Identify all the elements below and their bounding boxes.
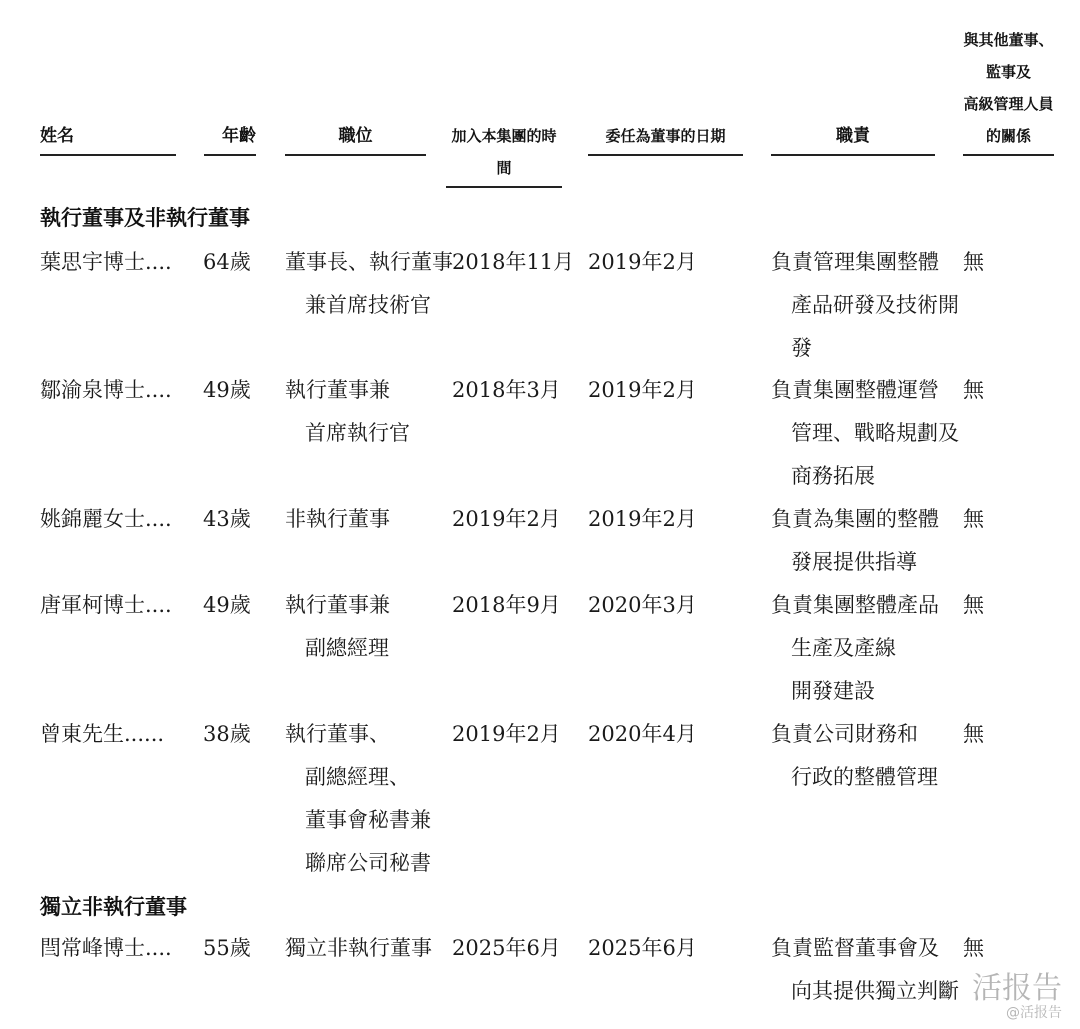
director-duty [771, 713, 938, 799]
position-line: 獨立非執行董事 [285, 936, 432, 960]
director-name: 唐軍柯博士.... [40, 593, 172, 617]
appoint-date: 2020年3月 [588, 593, 697, 617]
header-appoint-date: 委任為董事的日期 [588, 120, 743, 156]
position-line: 兼首席技術官 [305, 293, 431, 317]
appoint-date: 2019年2月 [588, 250, 697, 274]
duty-line: 向其提供獨立判斷 [791, 979, 959, 1003]
header-relation [963, 24, 1054, 156]
director-relation: 無 [963, 936, 984, 960]
header-name: 姓名 [40, 120, 176, 156]
director-duty [771, 584, 939, 713]
header-relation-line: 高級管理人員 [963, 95, 1054, 113]
position-line: 董事會秘書兼 [305, 808, 431, 832]
duty-line: 負責管理集團整體 [771, 250, 939, 274]
director-position [285, 927, 432, 970]
duty-line: 負責監督董事會及 [771, 936, 939, 960]
duty-line: 負責為集團的整體 [771, 507, 939, 531]
position-line: 副總經理、 [305, 765, 410, 789]
director-position [285, 369, 410, 455]
duty-line: 負責公司財務和 [771, 722, 918, 746]
director-position [285, 584, 390, 670]
director-relation: 無 [963, 722, 984, 746]
duty-line: 商務拓展 [791, 464, 875, 488]
position-line: 執行董事兼 [285, 593, 390, 617]
header-age: 年齡 [204, 120, 256, 156]
director-age: 38歲 [203, 722, 251, 746]
position-line: 執行董事兼 [285, 378, 390, 402]
watermark-sub: @活报告 [1006, 1005, 1062, 1021]
director-relation: 無 [963, 250, 984, 274]
duty-line: 開發建設 [791, 679, 875, 703]
director-name: 姚錦麗女士.... [40, 507, 172, 531]
join-date: 2018年11月 [452, 250, 575, 274]
section-title: 執行董事及非執行董事 [40, 206, 250, 230]
director-name: 鄒渝泉博士.... [40, 378, 172, 402]
header-relation-line: 與其他董事、 [963, 31, 1054, 49]
duty-line: 行政的整體管理 [791, 765, 938, 789]
watermark [972, 973, 1062, 1021]
director-relation: 無 [963, 378, 984, 402]
duty-line: 產品研發及技術開 [791, 293, 959, 317]
position-line: 副總經理 [305, 636, 389, 660]
appoint-date: 2025年6月 [588, 936, 697, 960]
director-age: 49歲 [203, 378, 251, 402]
appoint-date: 2019年2月 [588, 378, 697, 402]
join-date: 2018年3月 [452, 378, 561, 402]
duty-line: 負責集團整體運營 [771, 378, 939, 402]
director-relation: 無 [963, 507, 984, 531]
header-relation-line: 監事及 [985, 63, 1031, 81]
position-line: 首席執行官 [305, 421, 410, 445]
duty-line: 管理、戰略規劃及 [791, 421, 959, 445]
section-title: 獨立非執行董事 [40, 895, 187, 919]
appoint-date: 2019年2月 [588, 507, 697, 531]
position-line: 非執行董事 [285, 507, 390, 531]
header-relation-line: 的關係 [985, 127, 1031, 145]
position-line: 聯席公司秘書 [305, 851, 431, 875]
header-duty: 職責 [771, 120, 935, 156]
director-duty [771, 927, 959, 1013]
director-name: 曾東先生...... [40, 722, 165, 746]
duty-line: 發展提供指導 [791, 550, 917, 574]
join-date: 2019年2月 [452, 722, 561, 746]
director-duty [771, 369, 959, 498]
director-name: 閆常峰博士.... [40, 936, 172, 960]
position-line: 董事長、執行董事 [285, 250, 453, 274]
join-date: 2019年2月 [452, 507, 561, 531]
duty-line: 生產及產線 [791, 636, 896, 660]
join-date: 2025年6月 [452, 936, 561, 960]
duty-line: 負責集團整體產品 [771, 593, 939, 617]
director-relation: 無 [963, 593, 984, 617]
position-line: 執行董事、 [285, 722, 390, 746]
watermark-main: 活报告 [972, 971, 1062, 1006]
duty-line: 發 [791, 336, 812, 360]
header-join-date: 加入本集團的時間 [446, 120, 562, 188]
join-date: 2018年9月 [452, 593, 561, 617]
director-age: 64歲 [203, 250, 251, 274]
director-age: 49歲 [203, 593, 251, 617]
header-position: 職位 [285, 120, 426, 156]
director-duty [771, 498, 939, 584]
appoint-date: 2020年4月 [588, 722, 697, 746]
director-position [285, 498, 390, 541]
director-position [285, 713, 431, 885]
director-duty [771, 241, 959, 370]
director-position [285, 241, 453, 327]
director-age: 55歲 [203, 936, 251, 960]
director-name: 葉思宇博士.... [40, 250, 172, 274]
director-age: 43歲 [203, 507, 251, 531]
